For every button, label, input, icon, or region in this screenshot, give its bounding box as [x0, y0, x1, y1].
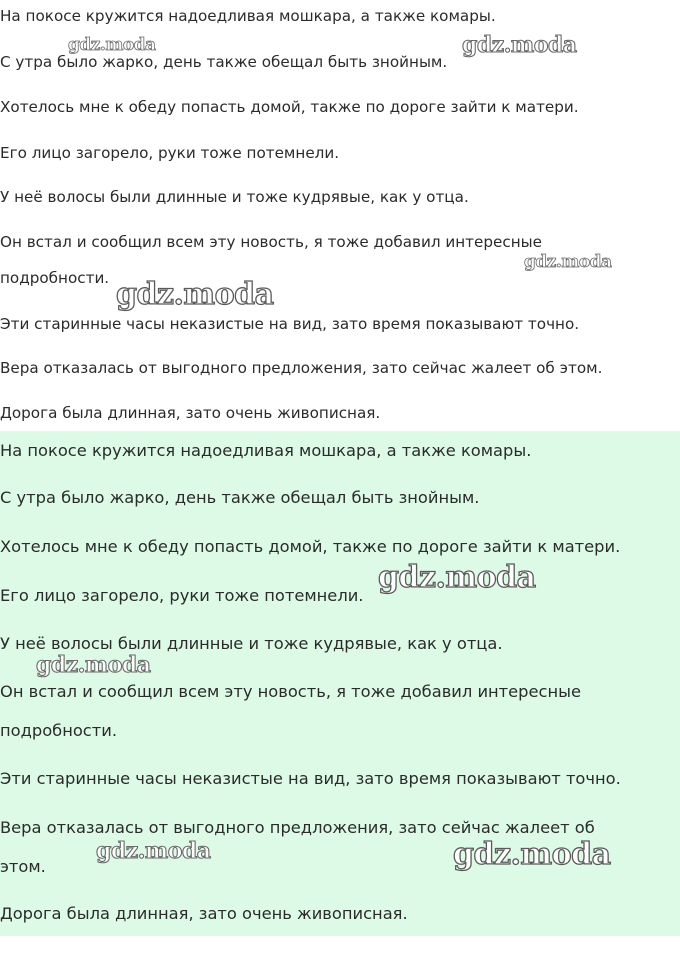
answer-line: Вера отказалась от выгодного предложения, зато сейчас жалеет об	[0, 818, 595, 837]
text-line: На покосе кружится надоедливая мошкара, а также комары.	[0, 7, 496, 25]
answer-line: У неё волосы были длинные и тоже кудрявые, как у отца.	[0, 634, 503, 653]
text-line: Его лицо загорело, руки тоже потемнели.	[0, 144, 340, 162]
text-line: Он встал и сообщил всем эту новость, я тоже добавил интересные	[0, 233, 542, 251]
answer-line: Он встал и сообщил всем эту новость, я тоже добавил интересные	[0, 682, 582, 701]
watermark-logo: gdz.moda	[378, 560, 536, 595]
watermark-logo: gdz.moda	[524, 252, 612, 272]
watermark-logo: gdz.moda	[68, 35, 156, 55]
watermark-logo: gdz.moda	[36, 652, 151, 678]
text-line: У неё волосы были длинные и тоже кудрявые, как у отца.	[0, 188, 469, 206]
watermark-logo: gdz.moda	[453, 837, 611, 872]
answer-line: Дорога была длинная, зато очень живописная.	[0, 904, 408, 923]
text-line: Дорога была длинная, зато очень живописная.	[0, 404, 381, 422]
answer-line: Эти старинные часы неказистые на вид, зато время показывают точно.	[0, 769, 621, 788]
answer-line: подробности.	[0, 721, 117, 740]
answer-line: С утра было жарко, день также обещал быть знойным.	[0, 488, 480, 507]
answer-line: Хотелось мне к обеду попасть домой, также по дороге зайти к матери.	[0, 537, 621, 556]
watermark-logo: gdz.moda	[462, 32, 577, 58]
text-line: Вера отказалась от выгодного предложения, зато сейчас жалеет об этом.	[0, 359, 603, 377]
answer-line: Его лицо загорело, руки тоже потемнели.	[0, 586, 364, 605]
watermark-logo: gdz.moda	[116, 277, 274, 312]
text-line: С утра было жарко, день также обещал быть знойным.	[0, 53, 448, 71]
text-line: Хотелось мне к обеду попасть домой, также по дороге зайти к матери.	[0, 98, 579, 116]
text-line: Эти старинные часы неказистые на вид, зато время показывают точно.	[0, 315, 580, 333]
original-text-section	[0, 0, 680, 430]
watermark-logo: gdz.moda	[96, 838, 211, 864]
answer-line: На покосе кружится надоедливая мошкара, а также комары.	[0, 441, 532, 460]
text-line: подробности.	[0, 269, 110, 287]
answer-line: этом.	[0, 857, 46, 876]
